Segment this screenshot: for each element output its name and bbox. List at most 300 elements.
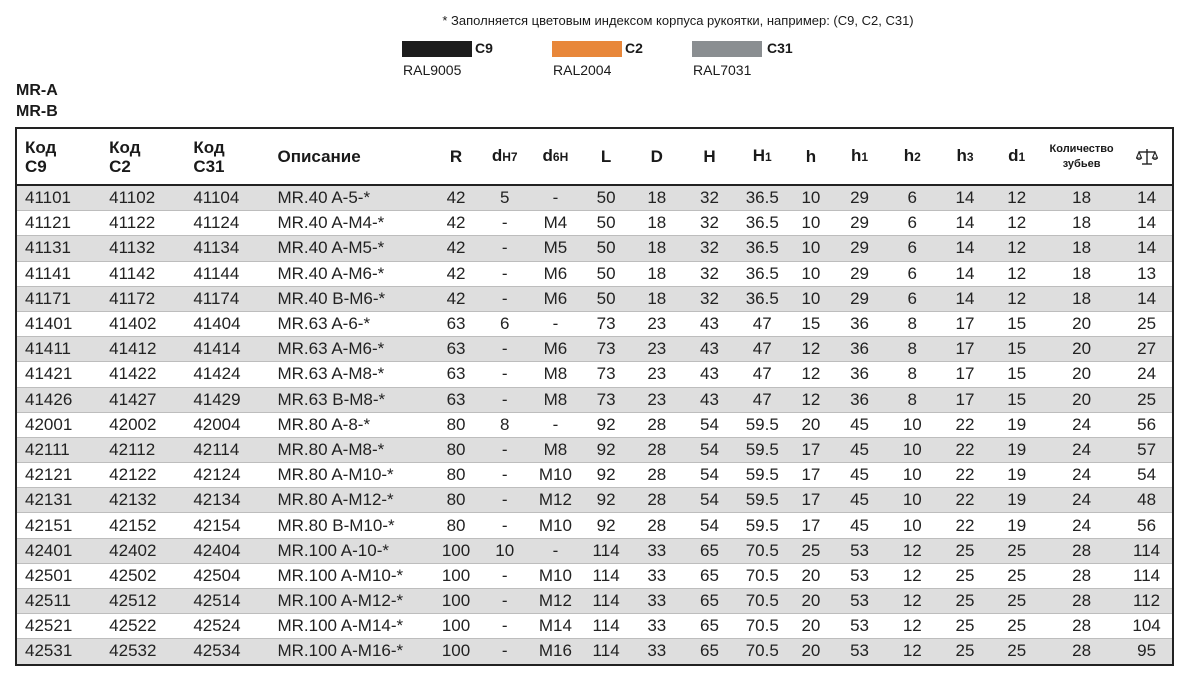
cell-h-upper: 32 (683, 261, 736, 286)
cell-d1: 25 (991, 639, 1042, 664)
cell-description: MR.40 A-M4-* (269, 211, 431, 236)
cell-r: 42 (432, 236, 481, 261)
cell-d-h7: - (480, 261, 529, 286)
cell-h1-upper: 59.5 (736, 463, 789, 488)
cell-description: MR.63 B-M8-* (269, 387, 431, 412)
col-teeth-count: Количество зубьев (1042, 129, 1121, 185)
cell-d-h7: 5 (480, 185, 529, 211)
cell-d-h7: - (480, 337, 529, 362)
cell-d1: 19 (991, 437, 1042, 462)
cell-code-c31: 41414 (185, 337, 269, 362)
cell-code-c2: 41172 (101, 286, 185, 311)
cell-h: 12 (789, 362, 834, 387)
col-d: D (630, 129, 683, 185)
cell-d-6h: M6 (529, 337, 582, 362)
cell-d-h7: - (480, 513, 529, 538)
cell-h-upper: 43 (683, 387, 736, 412)
cell-r: 100 (432, 614, 481, 639)
cell-weight: 48 (1121, 488, 1172, 513)
cell-h1-upper: 59.5 (736, 412, 789, 437)
cell-h2: 10 (886, 412, 939, 437)
cell-code-c9: 42521 (17, 614, 101, 639)
cell-code-c9: 41121 (17, 211, 101, 236)
cell-h-upper: 43 (683, 311, 736, 336)
cell-d1: 19 (991, 513, 1042, 538)
cell-h1: 53 (833, 614, 886, 639)
cell-l: 114 (582, 614, 631, 639)
cell-weight: 57 (1121, 437, 1172, 462)
cell-teeth-count: 20 (1042, 311, 1121, 336)
cell-teeth-count: 28 (1042, 563, 1121, 588)
cell-h3: 22 (939, 412, 992, 437)
cell-code-c31: 42514 (185, 589, 269, 614)
cell-teeth-count: 18 (1042, 261, 1121, 286)
cell-code-c31: 42524 (185, 614, 269, 639)
cell-h3: 17 (939, 311, 992, 336)
cell-d1: 12 (991, 236, 1042, 261)
cell-teeth-count: 20 (1042, 337, 1121, 362)
cell-d: 18 (630, 236, 683, 261)
cell-r: 80 (432, 437, 481, 462)
cell-l: 114 (582, 639, 631, 664)
col-r: R (432, 129, 481, 185)
cell-h3: 14 (939, 211, 992, 236)
table-row (17, 589, 1172, 614)
cell-h3: 14 (939, 286, 992, 311)
cell-description: MR.80 A-M10-* (269, 463, 431, 488)
cell-d: 28 (630, 463, 683, 488)
cell-h: 20 (789, 614, 834, 639)
cell-d-6h: - (529, 538, 582, 563)
cell-h3: 22 (939, 463, 992, 488)
cell-l: 50 (582, 236, 631, 261)
swatch-c2-code: C2 (625, 40, 643, 56)
cell-h1-upper: 47 (736, 337, 789, 362)
cell-h: 10 (789, 211, 834, 236)
table-row (17, 412, 1172, 437)
cell-l: 50 (582, 286, 631, 311)
cell-code-c2: 41102 (101, 185, 185, 211)
cell-description: MR.100 A-M14-* (269, 614, 431, 639)
cell-code-c2: 41402 (101, 311, 185, 336)
col-h3: h3 (939, 129, 992, 185)
cell-h-upper: 65 (683, 639, 736, 664)
cell-h1-upper: 47 (736, 311, 789, 336)
cell-d-6h: M12 (529, 589, 582, 614)
cell-h: 12 (789, 387, 834, 412)
cell-l: 114 (582, 589, 631, 614)
cell-h: 20 (789, 639, 834, 664)
col-h-upper: H (683, 129, 736, 185)
cell-code-c9: 41426 (17, 387, 101, 412)
col-h2: h2 (886, 129, 939, 185)
cell-r: 42 (432, 261, 481, 286)
cell-r: 100 (432, 538, 481, 563)
cell-teeth-count: 18 (1042, 286, 1121, 311)
cell-h1: 45 (833, 513, 886, 538)
cell-d1: 12 (991, 185, 1042, 211)
cell-description: MR.40 B-M6-* (269, 286, 431, 311)
cell-description: MR.63 A-M6-* (269, 337, 431, 362)
swatch-c31-ral: RAL7031 (693, 62, 752, 78)
cell-h2: 6 (886, 185, 939, 211)
cell-h-upper: 54 (683, 412, 736, 437)
cell-code-c2: 41422 (101, 362, 185, 387)
cell-weight: 14 (1121, 286, 1172, 311)
cell-code-c31: 42134 (185, 488, 269, 513)
table-row (17, 387, 1172, 412)
cell-h-upper: 32 (683, 286, 736, 311)
cell-h2: 8 (886, 311, 939, 336)
cell-h3: 25 (939, 614, 992, 639)
cell-d-h7: - (480, 614, 529, 639)
cell-description: MR.63 A-6-* (269, 311, 431, 336)
cell-h2: 10 (886, 463, 939, 488)
cell-r: 100 (432, 589, 481, 614)
cell-d: 23 (630, 362, 683, 387)
cell-l: 73 (582, 311, 631, 336)
cell-h-upper: 43 (683, 362, 736, 387)
col-code-c2: Код C2 (101, 129, 185, 185)
cell-l: 92 (582, 513, 631, 538)
cell-h1-upper: 59.5 (736, 437, 789, 462)
col-code-c9: Код C9 (17, 129, 101, 185)
cell-d1: 25 (991, 589, 1042, 614)
cell-code-c9: 42531 (17, 639, 101, 664)
cell-d: 33 (630, 589, 683, 614)
cell-h1-upper: 59.5 (736, 488, 789, 513)
cell-description: MR.80 A-M12-* (269, 488, 431, 513)
col-h1-upper: H1 (736, 129, 789, 185)
cell-h3: 22 (939, 513, 992, 538)
cell-h1-upper: 36.5 (736, 211, 789, 236)
cell-h2: 8 (886, 362, 939, 387)
cell-d1: 25 (991, 538, 1042, 563)
cell-code-c31: 41144 (185, 261, 269, 286)
cell-weight: 56 (1121, 412, 1172, 437)
cell-h-upper: 32 (683, 211, 736, 236)
cell-l: 73 (582, 387, 631, 412)
cell-code-c2: 42122 (101, 463, 185, 488)
table-header-row (17, 129, 1172, 185)
cell-code-c2: 41412 (101, 337, 185, 362)
cell-d-6h: M10 (529, 463, 582, 488)
cell-l: 50 (582, 261, 631, 286)
cell-teeth-count: 20 (1042, 387, 1121, 412)
cell-code-c31: 42404 (185, 538, 269, 563)
cell-teeth-count: 24 (1042, 437, 1121, 462)
cell-description: MR.80 B-M10-* (269, 513, 431, 538)
table-row (17, 488, 1172, 513)
cell-h-upper: 65 (683, 538, 736, 563)
cell-d1: 19 (991, 412, 1042, 437)
cell-h-upper: 65 (683, 589, 736, 614)
cell-weight: 25 (1121, 311, 1172, 336)
cell-h2: 12 (886, 538, 939, 563)
cell-code-c31: 41124 (185, 211, 269, 236)
cell-description: MR.80 A-M8-* (269, 437, 431, 462)
col-l: L (582, 129, 631, 185)
cell-h: 12 (789, 337, 834, 362)
cell-d-6h: M5 (529, 236, 582, 261)
cell-code-c2: 42152 (101, 513, 185, 538)
cell-h: 20 (789, 589, 834, 614)
cell-description: MR.100 A-M16-* (269, 639, 431, 664)
cell-description: MR.40 A-M6-* (269, 261, 431, 286)
cell-r: 80 (432, 412, 481, 437)
cell-d-h7: 6 (480, 311, 529, 336)
cell-code-c31: 42504 (185, 563, 269, 588)
cell-h1: 45 (833, 412, 886, 437)
cell-h3: 22 (939, 437, 992, 462)
swatch-c9-ral: RAL9005 (403, 62, 462, 78)
cell-code-c31: 41104 (185, 185, 269, 211)
cell-h1: 53 (833, 639, 886, 664)
cell-r: 42 (432, 211, 481, 236)
cell-d1: 15 (991, 387, 1042, 412)
cell-code-c2: 42522 (101, 614, 185, 639)
cell-h1: 53 (833, 563, 886, 588)
col-d-h7: dH7 (480, 129, 529, 185)
cell-d: 18 (630, 261, 683, 286)
cell-h3: 25 (939, 589, 992, 614)
cell-code-c9: 42121 (17, 463, 101, 488)
cell-h1: 29 (833, 236, 886, 261)
cell-d1: 19 (991, 488, 1042, 513)
cell-h1: 36 (833, 362, 886, 387)
cell-teeth-count: 20 (1042, 362, 1121, 387)
cell-h2: 6 (886, 286, 939, 311)
product-table (15, 127, 1174, 666)
cell-d1: 19 (991, 463, 1042, 488)
cell-h1-upper: 70.5 (736, 639, 789, 664)
cell-d-h7: - (480, 488, 529, 513)
cell-d: 23 (630, 387, 683, 412)
cell-weight: 114 (1121, 538, 1172, 563)
cell-teeth-count: 24 (1042, 513, 1121, 538)
cell-d1: 25 (991, 614, 1042, 639)
cell-h1: 45 (833, 463, 886, 488)
cell-code-c9: 42001 (17, 412, 101, 437)
swatch-c31-code: C31 (767, 40, 793, 56)
cell-h1-upper: 70.5 (736, 538, 789, 563)
cell-d: 23 (630, 337, 683, 362)
cell-h-upper: 32 (683, 185, 736, 211)
cell-d-6h: M12 (529, 488, 582, 513)
cell-code-c9: 41411 (17, 337, 101, 362)
cell-h1-upper: 70.5 (736, 614, 789, 639)
cell-code-c9: 41421 (17, 362, 101, 387)
cell-h1-upper: 36.5 (736, 185, 789, 211)
cell-description: MR.40 A-5-* (269, 185, 431, 211)
cell-code-c9: 42401 (17, 538, 101, 563)
cell-weight: 27 (1121, 337, 1172, 362)
col-d1: d1 (991, 129, 1042, 185)
table-row (17, 513, 1172, 538)
cell-teeth-count: 18 (1042, 236, 1121, 261)
cell-d: 28 (630, 437, 683, 462)
cell-d: 28 (630, 488, 683, 513)
cell-h2: 12 (886, 614, 939, 639)
cell-l: 92 (582, 488, 631, 513)
cell-d-6h: M8 (529, 387, 582, 412)
col-code-c31: Код C31 (185, 129, 269, 185)
cell-h3: 22 (939, 488, 992, 513)
cell-teeth-count: 24 (1042, 412, 1121, 437)
cell-code-c9: 42151 (17, 513, 101, 538)
cell-code-c31: 42004 (185, 412, 269, 437)
cell-d: 33 (630, 639, 683, 664)
cell-code-c2: 42112 (101, 437, 185, 462)
cell-code-c9: 42131 (17, 488, 101, 513)
cell-r: 80 (432, 513, 481, 538)
cell-h1-upper: 47 (736, 362, 789, 387)
cell-d-h7: - (480, 211, 529, 236)
cell-h-upper: 54 (683, 488, 736, 513)
cell-l: 73 (582, 362, 631, 387)
cell-h3: 17 (939, 337, 992, 362)
cell-teeth-count: 28 (1042, 589, 1121, 614)
cell-h2: 12 (886, 589, 939, 614)
cell-d-6h: - (529, 185, 582, 211)
cell-d-6h: M14 (529, 614, 582, 639)
cell-l: 50 (582, 211, 631, 236)
cell-r: 63 (432, 387, 481, 412)
cell-r: 42 (432, 185, 481, 211)
cell-weight: 14 (1121, 211, 1172, 236)
cell-h3: 17 (939, 387, 992, 412)
cell-d-h7: - (480, 387, 529, 412)
cell-weight: 114 (1121, 563, 1172, 588)
col-h: h (789, 129, 834, 185)
table-row (17, 261, 1172, 286)
cell-h1: 53 (833, 589, 886, 614)
footnote: * Заполняется цветовым индексом корпуса рукоятки, например: (C9, C2, C31) (442, 13, 914, 28)
cell-weight: 24 (1121, 362, 1172, 387)
cell-weight: 56 (1121, 513, 1172, 538)
cell-l: 50 (582, 185, 631, 211)
cell-d: 33 (630, 563, 683, 588)
cell-d1: 12 (991, 286, 1042, 311)
table-row (17, 185, 1172, 211)
cell-r: 63 (432, 337, 481, 362)
cell-code-c2: 42402 (101, 538, 185, 563)
cell-teeth-count: 24 (1042, 488, 1121, 513)
table-body (17, 185, 1172, 664)
cell-code-c31: 42124 (185, 463, 269, 488)
cell-d1: 12 (991, 261, 1042, 286)
cell-h: 20 (789, 563, 834, 588)
cell-h3: 14 (939, 261, 992, 286)
cell-l: 92 (582, 437, 631, 462)
cell-h1-upper: 36.5 (736, 286, 789, 311)
cell-d: 18 (630, 185, 683, 211)
cell-code-c9: 42511 (17, 589, 101, 614)
cell-code-c2: 42132 (101, 488, 185, 513)
cell-d1: 15 (991, 311, 1042, 336)
col-weight (1121, 129, 1172, 185)
cell-h2: 12 (886, 563, 939, 588)
cell-h1: 29 (833, 211, 886, 236)
cell-description: MR.100 A-10-* (269, 538, 431, 563)
cell-h2: 6 (886, 236, 939, 261)
cell-h2: 10 (886, 513, 939, 538)
cell-code-c31: 41424 (185, 362, 269, 387)
col-h1: h1 (833, 129, 886, 185)
cell-h1-upper: 70.5 (736, 589, 789, 614)
cell-h1: 29 (833, 286, 886, 311)
cell-r: 63 (432, 311, 481, 336)
cell-h: 10 (789, 261, 834, 286)
cell-h: 15 (789, 311, 834, 336)
cell-h-upper: 32 (683, 236, 736, 261)
cell-h2: 12 (886, 639, 939, 664)
cell-code-c31: 41429 (185, 387, 269, 412)
cell-d-h7: 10 (480, 538, 529, 563)
table-row (17, 563, 1172, 588)
cell-code-c9: 42501 (17, 563, 101, 588)
table-row (17, 362, 1172, 387)
cell-l: 114 (582, 538, 631, 563)
cell-weight: 14 (1121, 185, 1172, 211)
cell-h3: 25 (939, 563, 992, 588)
cell-h1: 53 (833, 538, 886, 563)
cell-weight: 112 (1121, 589, 1172, 614)
cell-h1-upper: 36.5 (736, 261, 789, 286)
cell-r: 100 (432, 639, 481, 664)
cell-d-6h: M16 (529, 639, 582, 664)
cell-h3: 14 (939, 185, 992, 211)
cell-h3: 17 (939, 362, 992, 387)
cell-d-6h: M10 (529, 513, 582, 538)
cell-h2: 10 (886, 488, 939, 513)
cell-h: 20 (789, 412, 834, 437)
cell-l: 114 (582, 563, 631, 588)
cell-d1: 12 (991, 211, 1042, 236)
cell-d: 28 (630, 513, 683, 538)
cell-teeth-count: 28 (1042, 538, 1121, 563)
cell-d: 28 (630, 412, 683, 437)
cell-h-upper: 54 (683, 513, 736, 538)
table-row (17, 311, 1172, 336)
cell-d-6h: M8 (529, 437, 582, 462)
cell-d-h7: - (480, 236, 529, 261)
cell-code-c2: 41142 (101, 261, 185, 286)
table-row (17, 463, 1172, 488)
cell-weight: 95 (1121, 639, 1172, 664)
cell-teeth-count: 18 (1042, 211, 1121, 236)
cell-d-h7: - (480, 362, 529, 387)
swatch-c31-color (692, 41, 762, 57)
cell-teeth-count: 28 (1042, 639, 1121, 664)
model-label-a: MR-A (16, 82, 58, 99)
cell-d-6h: M10 (529, 563, 582, 588)
cell-d-h7: - (480, 286, 529, 311)
cell-d: 18 (630, 211, 683, 236)
model-label-b: MR-B (16, 103, 58, 120)
cell-d-h7: - (480, 563, 529, 588)
cell-h: 17 (789, 488, 834, 513)
cell-weight: 54 (1121, 463, 1172, 488)
cell-d1: 15 (991, 337, 1042, 362)
cell-d-h7: 8 (480, 412, 529, 437)
cell-code-c31: 41174 (185, 286, 269, 311)
cell-h1: 45 (833, 437, 886, 462)
cell-d-6h: M4 (529, 211, 582, 236)
cell-h1: 36 (833, 311, 886, 336)
swatch-c2-ral: RAL2004 (553, 62, 612, 78)
scale-icon (1136, 147, 1158, 167)
